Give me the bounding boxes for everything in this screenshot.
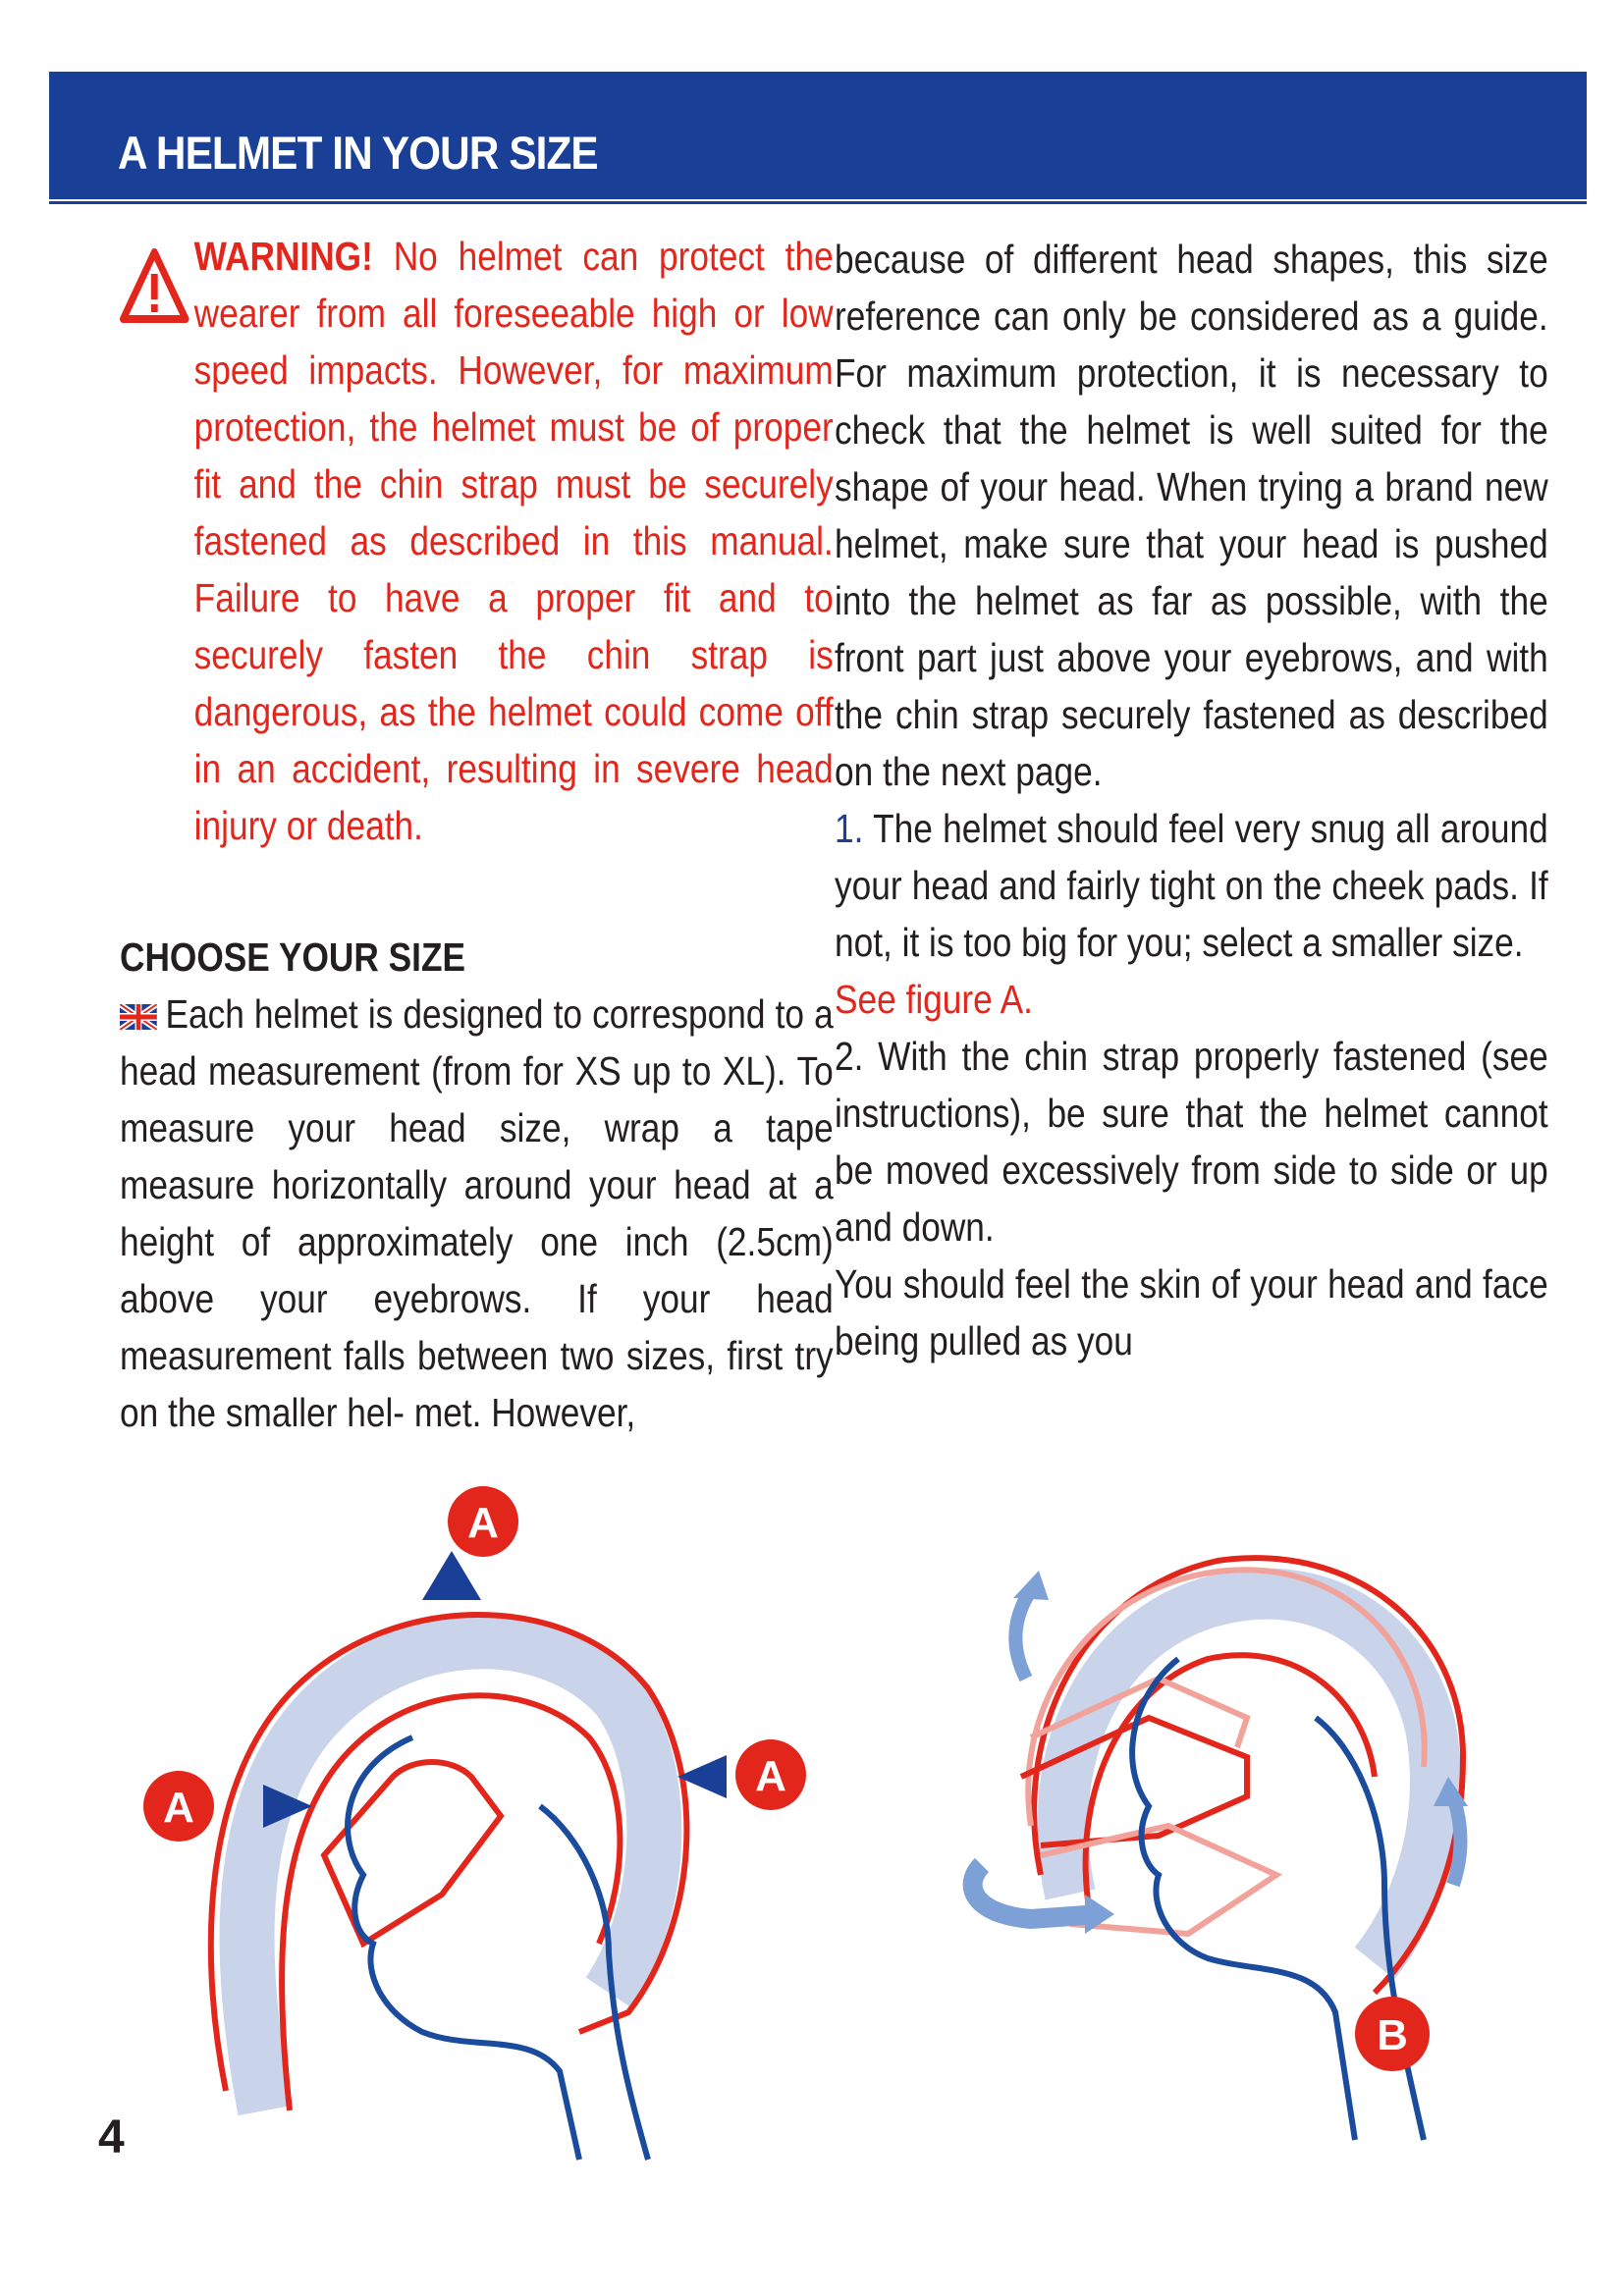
- step-2-text: 2. With the chin strap properly fastened (see instructions), be sure that the helmet cannot be moved excessively from side to side or up and down.: [835, 1034, 1548, 1250]
- page-title: A HELMET IN YOUR SIZE: [118, 127, 598, 179]
- warning-label: WARNING!: [193, 234, 373, 279]
- warning-block: [120, 228, 834, 854]
- left-column: [120, 228, 834, 1441]
- step-1-number: 1.: [835, 806, 864, 851]
- fit-intro-text: because of different head shapes, this size reference can only be considered as a guide. For maximum protection, it is necessary to check that the helmet is well suited for the shape of your head. When trying a brand new helmet, make sure that your head is pushed into the helmet as far as possible, with the front part just above your eyebrows, and with the chin strap securely fastened as described on the next page.: [835, 237, 1548, 794]
- choose-size-paragraph: [120, 986, 834, 1441]
- step-1: [835, 800, 1548, 971]
- figure-a-label-left: A: [163, 1784, 194, 1832]
- step-2-continued: You should feel the skin of your head and face being pulled as you: [835, 1261, 1548, 1363]
- figure-a-label-top: A: [467, 1499, 499, 1547]
- figure-a-helmet-fit: [118, 1482, 825, 2169]
- warning-paragraph: [194, 228, 834, 854]
- header-rule: [49, 201, 1587, 204]
- warning-triangle-icon: [120, 232, 189, 340]
- choose-size-heading: CHOOSE YOUR SIZE: [120, 934, 466, 980]
- figure-a-label-right: A: [755, 1752, 786, 1800]
- page-number: 4: [98, 2111, 125, 2163]
- step-1-text: The helmet should feel very snug all around your head and fairly tight on the cheek pads. If not, it is too big for you; select a smaller size.: [835, 806, 1548, 965]
- choose-size-text: Each helmet is designed to correspond to a head measurement (from for XS up to XL). To measure your head size, wrap a tape measure horizontally around your head at a height of approximately one inch (2.5cm) above your eyebrows. If your head measurement falls between two sizes, first try on the smaller hel- met. However,: [120, 991, 834, 1435]
- figure-b-helmet-movement: [952, 1502, 1502, 2169]
- figure-b-label: B: [1377, 2011, 1408, 2059]
- warning-text: No helmet can protect the wearer from all foreseeable high or low speed impacts. However, for maximum protection, the helmet must be of proper fit and the chin strap must be securely fastened as described in this manual. Failure to have a proper fit and to securely fasten the chin strap is dangerous, as the helmet could come off in an accident, resulting in severe head injury or death.: [193, 234, 834, 848]
- see-figure-a: See figure A.: [835, 977, 1033, 1022]
- uk-flag-icon: [120, 1004, 157, 1030]
- right-column: [835, 231, 1548, 1369]
